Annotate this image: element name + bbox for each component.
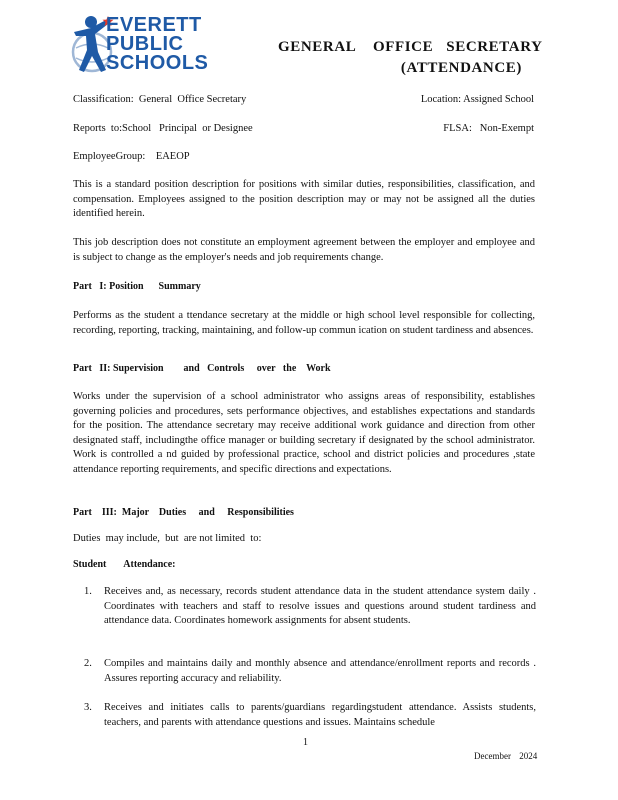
page-number: 1: [303, 737, 308, 748]
logo-line-2: PUBLIC: [106, 33, 184, 55]
employee-group: EmployeeGroup: EAEOP: [73, 151, 190, 162]
part-1-heading: Part I: Position Summary: [73, 281, 201, 292]
intro-paragraph-2: This job description does not constitute an employment agreement between the employer and employee and is subject to change as the employer's needs and job requirements change.: [73, 237, 535, 263]
part-3-heading: Part III: Major Duties and Responsibilities: [73, 507, 294, 518]
list-item-number: 1.: [84, 586, 92, 597]
list-item-text: Receives and initiates calls to parents/guardians regardingstudent attendance. Assists students, teachers, and parents with attendance questions and issues. Maintains schedule: [104, 702, 536, 728]
part-1-text: Performs as the student a ttendance secretary at the middle or high school level responsible for collecting, recording, reporting, tracking, maintaining, and follow-up commun ication on student tardiness and absences.: [73, 310, 535, 336]
part-2-heading: Part II: Supervision and Controls over the Work: [73, 363, 331, 374]
document-title: [278, 37, 543, 79]
list-item-text: Receives and, as necessary, records student attendance data in the student attendance system daily . Coordinates with teachers and staff to resolve issues and questions around student tardiness and attendance data. Coordinates homework assignments for absent students.: [104, 586, 536, 626]
list-item-number: 3.: [84, 702, 92, 713]
part-2-text: Works under the supervision of a school administrator who assigns areas of responsibility, establishes governing policies and procedures, sets performance objectives, and establishes expectations and standards for the position. The attendance secretary may receive additional work guidance and direction from other designated staff, includingthe office manager or building secretary if designated by the school administrator. Work is controlled a nd guided by professional practice, school and district policies and procedures ,state attendance reporting requirements, and specific directions and expectations.: [73, 391, 535, 475]
classification: Classification: General Office Secretary: [73, 94, 247, 105]
district-logo: [70, 12, 240, 80]
intro-paragraph-1: This is a standard position description for positions with similar duties, responsibilities, classification, and compensation. Employees assigned to the position description may or may not be assigned all the duties identified herein.: [73, 179, 535, 219]
logo-line-1: EVERETT: [106, 14, 202, 36]
logo-line-3: SCHOOLS: [106, 52, 209, 74]
student-attendance-subheading: Student Attendance:: [73, 559, 176, 570]
flsa: FLSA: Non-Exempt: [443, 123, 534, 134]
logo-wordmark: [106, 16, 208, 73]
title-line-1: GENERAL OFFICE SECRETARY: [278, 39, 543, 55]
reports-to: Reports to:School Principal or Designee: [73, 123, 253, 134]
title-line-2: (ATTENDANCE): [400, 60, 522, 76]
list-item-text: Compiles and maintains daily and monthly absence and attendance/enrollment reports and records . Assures reporting accuracy and reliability.: [104, 658, 536, 684]
location: Location: Assigned School: [420, 94, 534, 105]
list-item-number: 2.: [84, 658, 92, 669]
duties-intro: Duties may include, but are not limited to:: [73, 533, 262, 544]
footer-date: December 2024: [474, 751, 538, 761]
